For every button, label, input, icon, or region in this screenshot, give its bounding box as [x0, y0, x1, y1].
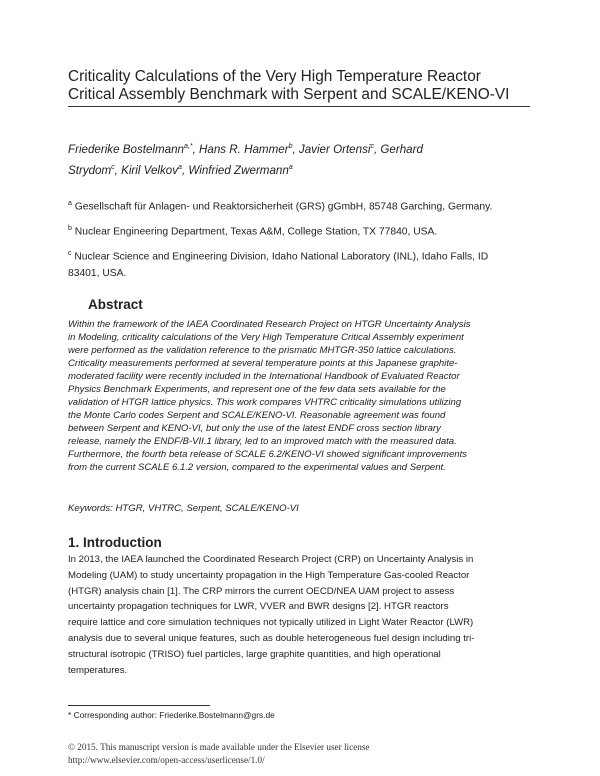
abstract-line: moderated facility were recently included in the International Handbook of Evaluated Reactor	[68, 371, 460, 382]
abstract-line: between Serpent and KENO-VI, but only the use of the latest ENDF cross section library	[68, 423, 441, 434]
paper-title	[68, 68, 548, 104]
introduction-line: In 2013, the IAEA launched the Coordinated Research Project (CRP) on Uncertainty Analysis in	[68, 554, 474, 565]
author-name: Friederike Bostelmann	[68, 142, 184, 156]
affiliation-text: Nuclear Science and Engineering Division, Idaho National Laboratory (INL), Idaho Falls, ID	[74, 251, 489, 263]
author-affiliation-mark: a,*	[184, 143, 193, 150]
affiliation-text-cont: 83401, USA.	[68, 268, 127, 280]
author-affiliation-mark: c	[370, 143, 374, 150]
author-name: Strydom	[68, 163, 112, 177]
introduction-line: Modeling (UAM) to study uncertainty propagation in the High Temperature Gas-cooled Reactor	[68, 569, 470, 581]
introduction-body	[68, 552, 548, 678]
author-name: Kiril Velkov	[121, 163, 179, 177]
author-name: Hans R. Hammer	[199, 142, 289, 156]
abstract-body	[68, 318, 543, 474]
abstract-line: Furthermore, the fourth beta release of SCALE 6.2/KENO-VI showed significant improvements	[68, 449, 468, 460]
abstract-line: release, namely the ENDF/B-VII.1 library, led to an improved match with the measured data.	[68, 436, 457, 447]
license-url[interactable]: http://www.elsevier.com/open-access/userlicense/1.0/	[68, 754, 265, 765]
title-line-1: Criticality Calculations of the Very High Temperature Reactor	[68, 68, 481, 85]
author-affiliation-mark: a	[178, 163, 182, 171]
corresponding-author-footnote: * Corresponding author: Friederike.Bostelmann@grs.de	[68, 710, 275, 720]
author-name: Winfried Zwermann	[188, 163, 289, 177]
author-affiliation-mark: a	[288, 163, 293, 171]
affiliation-text: Nuclear Engineering Department, Texas A&M, College Station, TX 77840, USA.	[74, 226, 438, 238]
abstract-line: Criticality measurements performed at several temperature points at this Japanese graphite-	[68, 358, 458, 369]
copyright-notice	[68, 741, 548, 766]
abstract-heading: Abstract	[88, 297, 143, 312]
introduction-heading: 1. Introduction	[68, 535, 162, 550]
author-name: Javier Ortensi	[298, 142, 371, 156]
introduction-line: (HTGR) analysis chain [1]. The CRP mirrors the current OECD/NEA UAM project to assess	[68, 585, 455, 597]
author-affiliation-mark: c	[111, 163, 115, 171]
introduction-line: require lattice and core simulation techniques not typically utilized in Light Water Reactor (LWR)	[68, 617, 474, 629]
author-line-2: Strydom$^c$, Kiril Velkov$^a$, Winfried Zwermann$^a$	[68, 163, 293, 177]
abstract-line: Within the framework of the IAEA Coordinated Research Project on HTGR Uncertainty Analysis	[68, 319, 471, 330]
affiliation-b	[68, 220, 548, 240]
author-line-1: Friederike Bostelmann$^{a,*}$, Hans R. Hammer$^b$, Javier Ortensi$^c$, Gerhard	[68, 142, 423, 156]
affiliation-mark: b	[68, 225, 72, 232]
abstract-line: Physics Benchmark Experiments, and represent one of the few data sets available for the	[68, 384, 446, 395]
affiliation-text: Gesellschaft für Anlagen- und Reaktorsicherheit (GRS) gGmbH, 85748 Garching, Germany.	[74, 201, 493, 213]
affiliation-c	[68, 245, 548, 282]
affiliation-a	[68, 195, 548, 215]
keywords: Keywords: HTGR, VHTRC, Serpent, SCALE/KENO-VI	[68, 503, 299, 514]
abstract-line: validation of HTGR lattice physics. This work compares VHTRC criticality simulations utilizing	[68, 397, 462, 408]
introduction-line: uncertainty propagation techniques for LWR, VVER and BWR designs [2]. HTGR reactors	[68, 601, 449, 613]
author-list	[68, 138, 538, 180]
abstract-line: in Modeling, criticality calculations of the Very High Temperature Critical Assembly experiment	[68, 332, 464, 343]
abstract-line: from the current SCALE 6.1.2 version, compared to the experimental values and Serpent.	[68, 462, 446, 473]
title-rule	[68, 106, 530, 107]
copyright-line: © 2015. This manuscript version is made available under the Elsevier user license	[68, 742, 370, 752]
affiliation-mark: c	[68, 250, 72, 257]
author-name: Gerhard	[380, 142, 423, 156]
abstract-line: were performed as the validation reference to the prismatic MHTGR-350 lattice calculations.	[68, 345, 457, 356]
introduction-line: structural isotropic (TRISO) fuel particles, large graphite quantities, and high operational	[68, 648, 441, 660]
footnote-rule	[68, 705, 210, 706]
title-line-2: Critical Assembly Benchmark with Serpent and SCALE/KENO-VI	[68, 86, 510, 103]
author-affiliation-mark: b	[288, 143, 293, 150]
affiliation-mark: a	[68, 200, 72, 207]
abstract-line: the Monte Carlo codes Serpent and SCALE/KENO-VI. Reasonable agreement was found	[68, 410, 446, 421]
introduction-line: temperatures.	[68, 664, 128, 676]
introduction-line: analysis due to several unique features, such as double heterogeneous fuel design including tri-	[68, 632, 475, 644]
